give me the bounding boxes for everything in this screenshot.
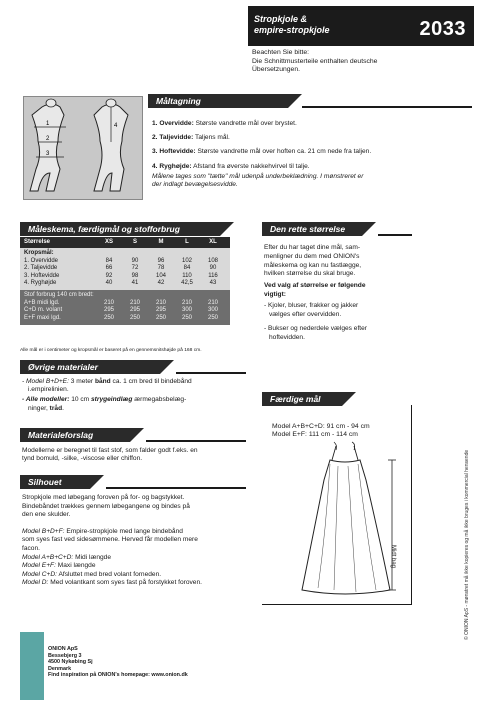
instruction-item: 4. Ryghøjde: Afstand fra øverste nakkehvirvel til talje.: [152, 162, 310, 170]
company-address: ONION ApS Bessebjerg 3 4500 Nykøbing Sj Denmark Find inspiration på ONION's homepage: www.onion.dk: [48, 646, 188, 679]
body-measurements-block: [20, 248, 230, 290]
measurement-figure: [23, 96, 143, 200]
table-footnote: Alle mål er i centimeter og kropsmål er baseret på en gennemsnitshøjde på 168 cm.: [20, 348, 202, 353]
table-row: A+B midi lgd. 210 210 210 210 210: [24, 299, 218, 306]
finished-lengths: Model A+B+C+D: 91 cm - 94 cm Model E+F: 111 cm - 114 cm: [272, 423, 370, 439]
table-row: 1. Overvidde 84 90 96 102 108: [24, 257, 218, 264]
size-guide: Efter du har taget dine mål, sam- menligner du dem med ONION's måleskema og kan nu fastlægge, hvilken størrelse du skal bruge. Ved valg af størrelse er følgende vigtigt: - Kjoler, bluser, frakker og jakker vælges efter overvidden. - Bukser og nederdele vælges efter hoftevidden.: [264, 244, 367, 342]
svg-text:1: 1: [46, 121, 50, 127]
pattern-header: [248, 6, 474, 46]
table-row: 3. Hoftevidde 92 98 104 110 116: [24, 272, 218, 279]
pattern-name: Stropkjole & empire-stropkjole: [254, 14, 330, 35]
instruction-item: 1. Overvidde: Største vandrette mål over brystet.: [152, 120, 297, 127]
section-maaleskema: Måleskema, færdigmål og stofforbrug: [20, 222, 220, 236]
table-row: Kropsmål:: [24, 250, 54, 256]
measurement-instructions: [152, 120, 472, 189]
size-table: [20, 237, 230, 325]
instruction-item: 3. Hoftevidde: Største vandrette mål over hoften ca. 21 cm nede fra taljen.: [152, 148, 372, 156]
german-note: Beachten Sie bitte: Die Schnittmusterteile enthalten deutsche Übersetzungen.: [252, 49, 378, 74]
divider: [106, 487, 246, 489]
table-row: 4. Ryghøjde 40 41 42 42,5 43: [24, 280, 217, 287]
section-oevrige: Øvrige materialer: [20, 360, 160, 374]
center-back-label: Midt bag: [390, 545, 396, 569]
divider: [146, 440, 246, 442]
section-materialeforslag: Materialeforslag: [20, 428, 130, 442]
divider: [176, 372, 246, 374]
table-header-row: Størrelse XS S M L XL: [20, 237, 230, 248]
silhouette-description: Stropkjole med løbegang foroven på for- og bagstykket. Bindebåndet trækkes gennem løbegangene og bindes på den ene skulder. Model B+D+F: Empire-stropkjole med lange bindebånd som syes fast ved sidesømmene. Herved får modellen mere facon. Model A+B+C+D: Midi længde Model E+F: Maxi længde Model C+D: Afsluttet med bred volant forneden. Model D: Med volantkant som syes fast på forstykket foroven.: [22, 494, 202, 587]
fabric-usage-block: [20, 290, 230, 325]
table-row: Stof forbrug 140 cm bredt:: [24, 291, 94, 298]
svg-text:2: 2: [46, 136, 50, 142]
dress-silhouette-drawing: [296, 440, 406, 600]
section-silhouet: Silhouet: [20, 475, 90, 489]
footer-accent-bar: [20, 632, 44, 700]
body-measurement-illustration: [24, 97, 142, 199]
section-den-rette: Den rette størrelse: [262, 222, 362, 236]
pattern-number: 2033: [419, 18, 466, 40]
table-row: C+D m. volant 295 295 295 300 300: [24, 307, 218, 314]
measurement-note: Målene tages som "tætte" mål udenpå underbeklædning. I mønstreret er der indlagt bevægelsesvidde.: [152, 172, 364, 189]
other-materials: - Model B+D+E: 3 meter bånd ca. 1 cm bred til bindebånd i.empirelinien. - Alle modeller: 10 cm strygeindlæg ærmegabsbelæg- ninger, tråd.: [22, 378, 192, 412]
svg-text:3: 3: [46, 151, 50, 157]
section-maaltagning: Måltagning: [148, 94, 288, 108]
material-suggestion: Modellerne er beregnet til fast stof, som falder godt f.eks. en tynd bomuld, -silke, -viscose eller chiffon.: [22, 447, 198, 463]
section-faerdige: Færdige mål: [262, 392, 342, 406]
instruction-item: 2. Taljevidde: Taljens mål.: [152, 134, 230, 142]
copyright-notice: © ONION ApS - mønstret må ikke kopieres og må ikke bruges i kommercial hensende: [464, 449, 470, 640]
divider: [378, 234, 412, 236]
table-row: 2. Taljevidde 66 72 78 84 90: [24, 265, 217, 272]
svg-text:4: 4: [114, 123, 118, 129]
divider: [302, 106, 472, 108]
table-row: E+F maxi lgd. 250 250 250 250 250: [24, 314, 218, 321]
